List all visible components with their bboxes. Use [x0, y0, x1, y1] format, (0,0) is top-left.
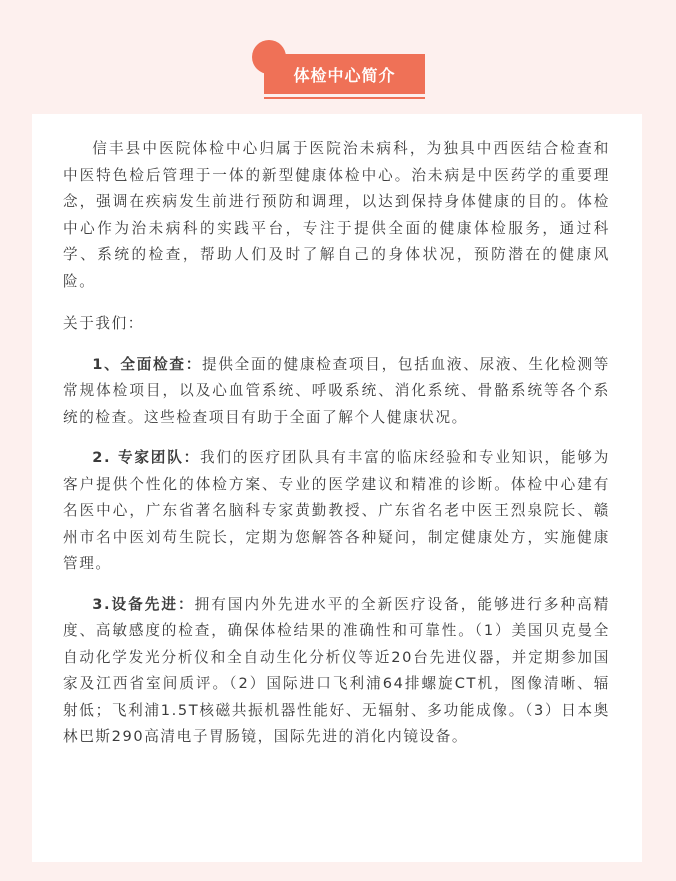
item-label: 3.设备先进：	[92, 595, 195, 613]
item-text: 拥有国内外先进水平的全新医疗设备，能够进行多种高精度、高敏感度的检查，确保体检结果的准确性和可靠性。（1）美国贝克曼全自动化学发光分析仪和全自动生化分析仪等近20台先进仪器，并定期参加国家及江西省室间质评。（2）国际进口飞利浦64排螺旋CT机，图像清晰、辐射低；飞利浦1.5T核磁共振机器性能好、无辐射、多功能成像。（3）日本奥林巴斯290高清电子胃肠镜，国际先进的消化内镜设备。	[63, 595, 610, 745]
title-badge	[252, 40, 430, 100]
item-expert-team	[63, 445, 610, 578]
title-underline	[264, 97, 425, 99]
item-text: 我们的医疗团队具有丰富的临床经验和专业知识，能够为客户提供个性化的体检方案、专业的医学建议和精准的诊断。体检中心建有名医中心，广东省著名脑科专家黄勤教授、广东省名老中医王烈泉院长、赣州市名中医刘苟生院长，定期为您解答各种疑问，制定健康处方，实施健康管理。	[63, 449, 610, 572]
item-label: 1、全面检查：	[92, 355, 203, 373]
item-label: 2. 专家团队：	[92, 449, 201, 466]
item-advanced-equipment	[63, 592, 610, 751]
item-text: 提供全面的健康检查项目，包括血液、尿液、生化检测等常规体检项目，以及心血管系统、呼吸系统、消化系统、骨骼系统等各个系统的检查。这些检查项目有助于全面了解个人健康状况。	[63, 355, 610, 426]
item-comprehensive-check	[63, 352, 610, 432]
intro-paragraph: 信丰县中医院体检中心归属于医院治未病科，为独具中西医结合检查和中医特色检后管理于一体的新型健康体检中心。治未病是中医药学的重要理念，强调在疾病发生前进行预防和调理，以达到保持身体健康的目的。体检中心作为治未病科的实践平台，专注于提供全面的健康体检服务，通过科学、系统的检查，帮助人们及时了解自己的身体状况，预防潜在的健康风险。	[63, 140, 610, 290]
page-title: 体检中心简介	[264, 54, 425, 94]
about-heading: 关于我们：	[63, 315, 144, 332]
content-card	[32, 114, 642, 862]
